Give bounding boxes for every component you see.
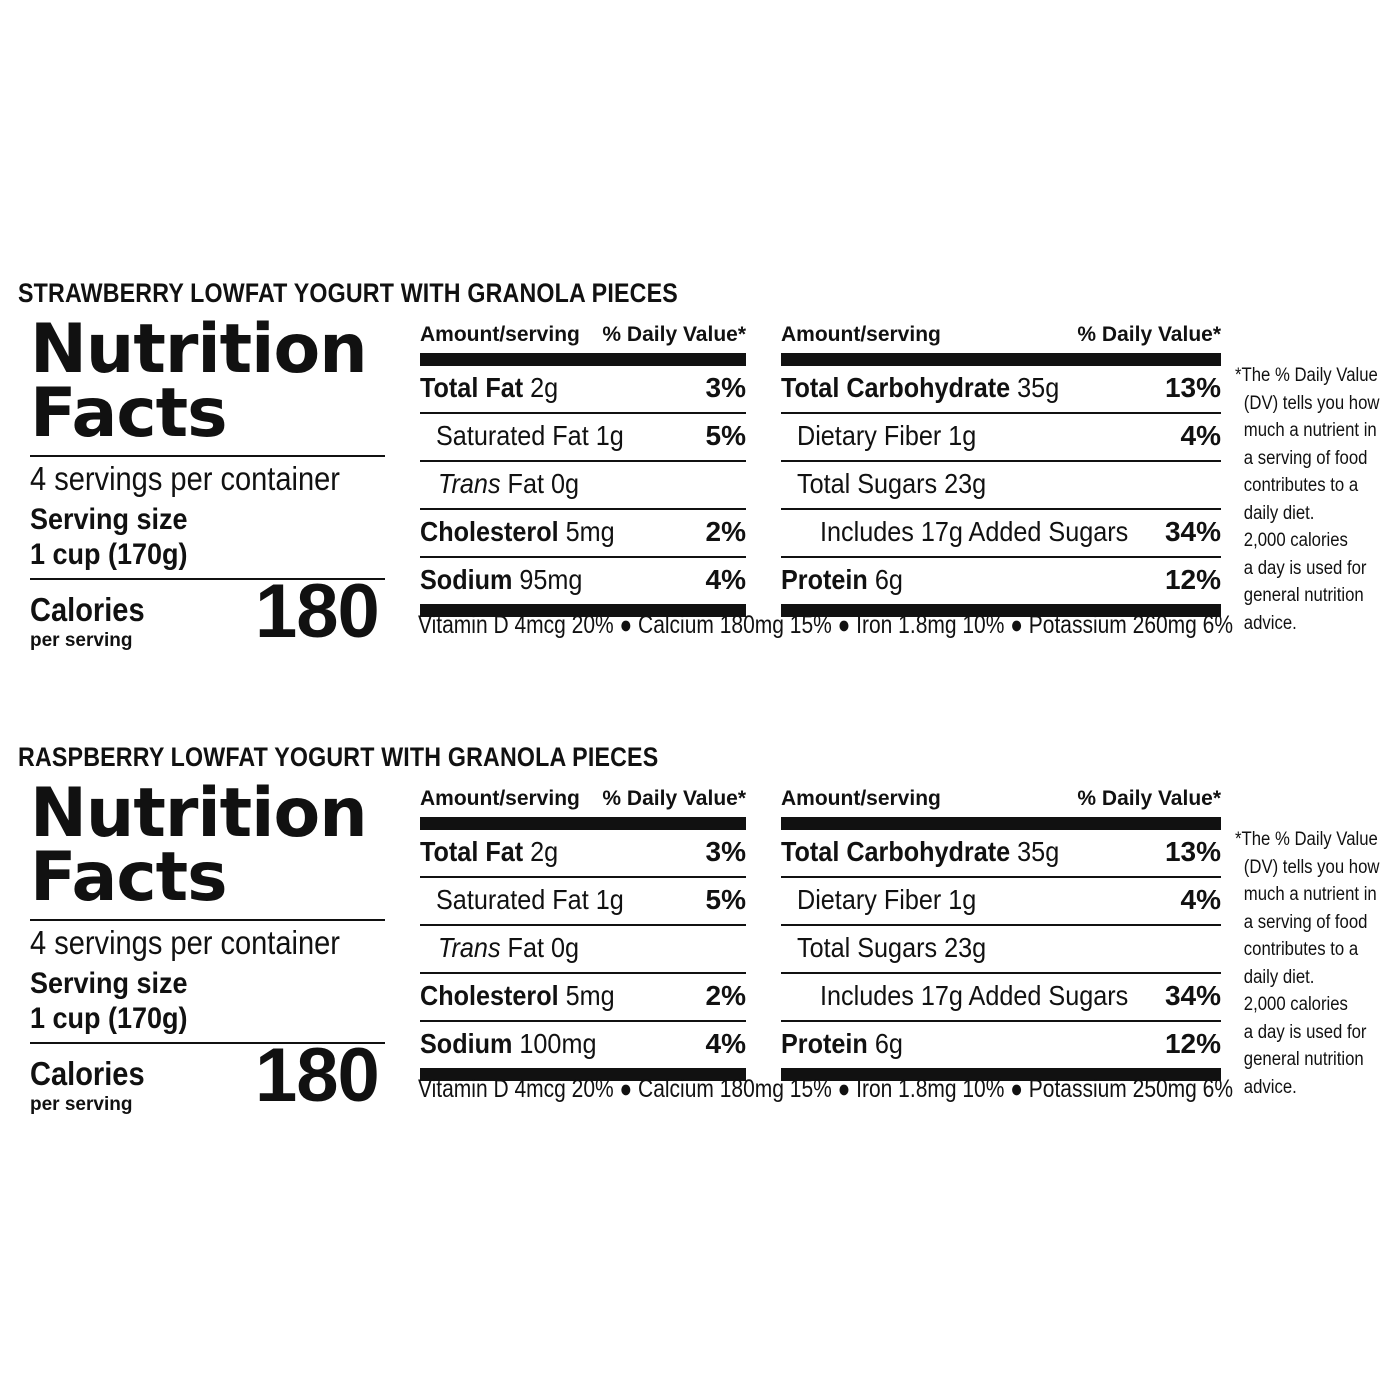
daily-value-footnote: *The % Daily Value (DV) tells you how much a nutrient in a serving of food contributes to a daily diet. 2,000 calories a day is used for general nutrition advice.: [1235, 365, 1380, 634]
table-row: Trans Fat 0g: [420, 462, 746, 510]
table-row: Total Sugars 23g: [781, 462, 1221, 510]
daily-value-footnote: *The % Daily Value (DV) tells you how much a nutrient in a serving of food contributes to a daily diet. 2,000 calories a day is used for general nutrition advice.: [1235, 829, 1380, 1098]
table-row: Protein 6g 12%: [781, 564, 1221, 595]
table-header: [781, 323, 1221, 351]
daily-value-header: % Daily Value*: [1077, 787, 1221, 810]
table-row: Saturated Fat 1g 5%: [420, 878, 746, 926]
thick-rule: [420, 353, 746, 366]
serving-size-value: 1 cup (170g): [30, 538, 188, 571]
table-row: Dietary Fiber 1g 4%: [781, 414, 1221, 462]
servings-per-container: 4 servings per container: [30, 460, 340, 497]
table-row: Includes 17g Added Sugars 34%: [781, 510, 1221, 558]
nutrient-table-right: [781, 323, 1221, 617]
product-title: RASPBERRY LOWFAT YOGURT WITH GRANOLA PIECES: [18, 742, 659, 772]
amount-serving-header: Amount/serving: [781, 323, 941, 346]
calories-label: Calories: [30, 1055, 145, 1092]
servings-per-container: 4 servings per container: [30, 924, 340, 961]
table-row: Total Sugars 23g: [781, 926, 1221, 974]
nutrient-table-right: [781, 787, 1221, 1081]
table-row: Cholesterol 5mg 2%: [420, 974, 746, 1022]
table-header: [781, 787, 1221, 815]
table-header: [420, 787, 746, 815]
thick-rule: [420, 817, 746, 830]
table-header: [420, 323, 746, 351]
table-row: Sodium 100mg 4%: [420, 1028, 746, 1059]
table-row: Total Carbohydrate 35g 13%: [781, 830, 1221, 878]
daily-value-header: % Daily Value*: [602, 323, 746, 346]
table-row: Saturated Fat 1g 5%: [420, 414, 746, 462]
table-row: Trans Fat 0g: [420, 926, 746, 974]
table-row: Cholesterol 5mg 2%: [420, 510, 746, 558]
vitamins-minerals: Vitamin D 4mcg 20% ● Calcium 180mg 15% ● Iron 1.8mg 10% ● Potassium 260mg 6%: [418, 611, 1234, 639]
daily-value-header: % Daily Value*: [602, 787, 746, 810]
table-row: Protein 6g 12%: [781, 1028, 1221, 1059]
serving-size-value: 1 cup (170g): [30, 1002, 188, 1035]
nutrition-facts-heading: Nutrition Facts: [30, 774, 367, 917]
calories-label: Calories: [30, 591, 145, 628]
table-row: Includes 17g Added Sugars 34%: [781, 974, 1221, 1022]
divider: [30, 919, 385, 921]
serving-size-label: Serving size: [30, 503, 188, 536]
nutrient-table-left: [420, 787, 746, 1081]
amount-serving-header: Amount/serving: [420, 323, 580, 346]
vitamins-minerals: Vitamin D 4mcg 20% ● Calcium 180mg 15% ● Iron 1.8mg 10% ● Potassium 250mg 6%: [418, 1075, 1234, 1103]
calories-value: 180: [255, 569, 379, 654]
nutrition-panel-raspberry: [0, 742, 1400, 1142]
table-row: Total Fat 2g 3%: [420, 830, 746, 878]
product-title: STRAWBERRY LOWFAT YOGURT WITH GRANOLA PIECES: [18, 278, 678, 308]
serving-size-label: Serving size: [30, 967, 188, 1000]
calories-per-serving: per serving: [30, 630, 133, 651]
nutrition-facts-heading: Nutrition Facts: [30, 310, 367, 453]
amount-serving-header: Amount/serving: [781, 787, 941, 810]
table-row: Total Carbohydrate 35g 13%: [781, 366, 1221, 414]
nutrient-table-left: [420, 323, 746, 617]
table-row: Dietary Fiber 1g 4%: [781, 878, 1221, 926]
divider: [30, 455, 385, 457]
table-row: Total Fat 2g 3%: [420, 366, 746, 414]
thick-rule: [781, 817, 1221, 830]
daily-value-header: % Daily Value*: [1077, 323, 1221, 346]
calories-per-serving: per serving: [30, 1094, 133, 1115]
nutrition-panel-strawberry: [0, 278, 1400, 678]
amount-serving-header: Amount/serving: [420, 787, 580, 810]
calories-value: 180: [255, 1033, 379, 1118]
thick-rule: [781, 353, 1221, 366]
table-row: Sodium 95mg 4%: [420, 564, 746, 595]
